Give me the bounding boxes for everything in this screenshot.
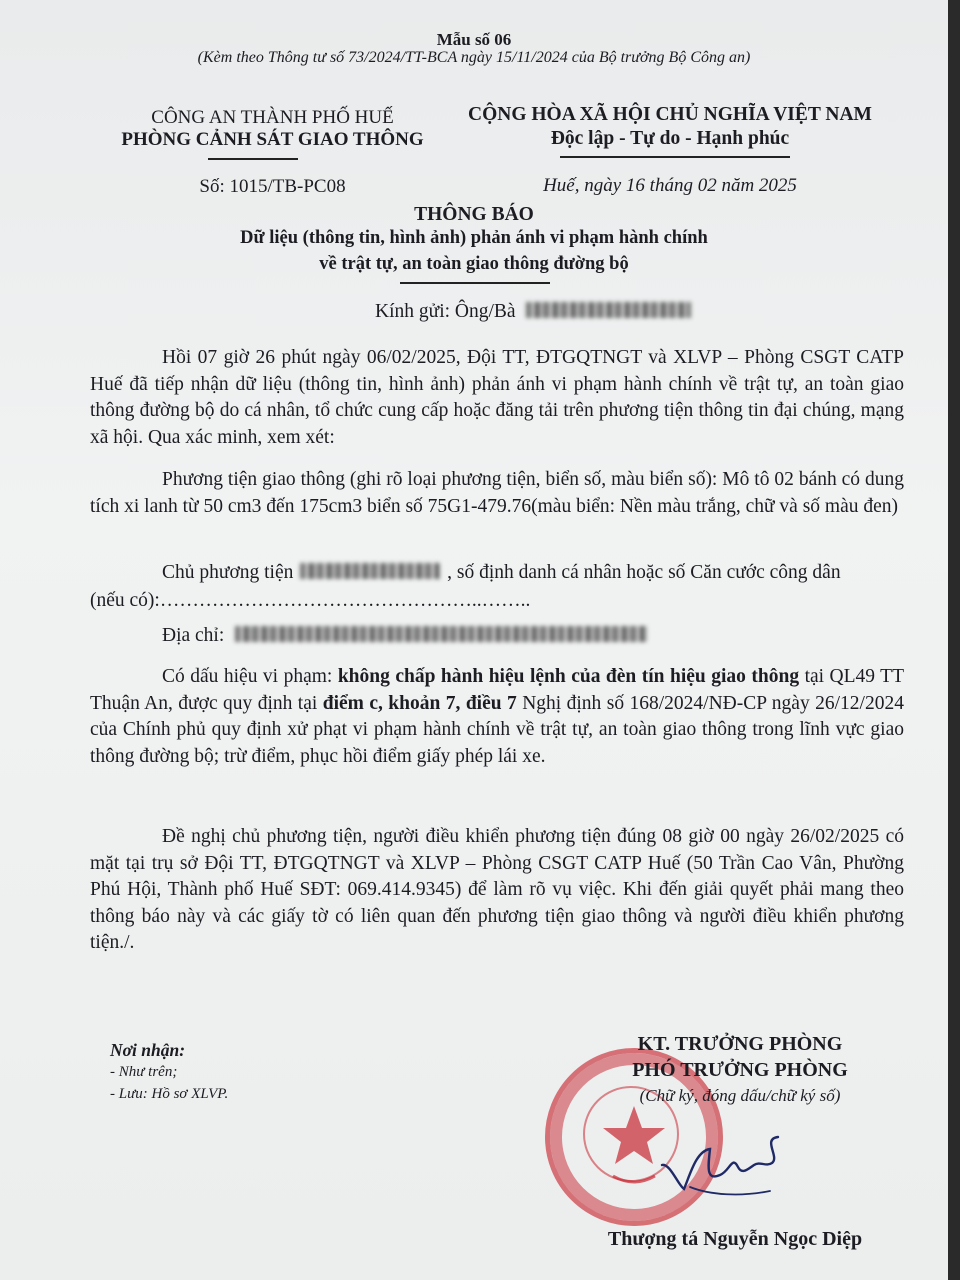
country-name: CỘNG HÒA XÃ HỘI CHỦ NGHĨA VIỆT NAM (468, 104, 872, 125)
agency-name: PHÒNG CẢNH SÁT GIAO THÔNG (121, 129, 424, 150)
redacted-owner (300, 563, 440, 579)
attached-note: (Kèm theo Thông tư số 73/2024/TT-BCA ngày 15/11/2024 của Bộ trưởng Bộ Công an) (197, 49, 751, 66)
title-underline (400, 282, 550, 284)
address-label: Địa chỉ: (162, 625, 225, 646)
owner-line (162, 562, 841, 584)
agency-parent: CÔNG AN THÀNH PHỐ HUẾ (151, 107, 394, 128)
signer-name: Thượng tá Nguyễn Ngọc Diệp (607, 1228, 863, 1250)
greeting (375, 301, 691, 323)
paragraph-violation (90, 664, 904, 770)
motto: Độc lập - Tự do - Hạnh phúc (550, 128, 790, 149)
violation-intro: Có dấu hiệu vi phạm: (162, 666, 338, 687)
form-number: Mẫu số 06 (436, 30, 512, 49)
violation-location: tại QL49 TT Thuận An, được quy định tại (90, 666, 904, 714)
title-sub1: Dữ liệu (thông tin, hình ảnh) phản ánh vi phạm hành chính (240, 228, 708, 248)
owner-id-text: , số định danh cá nhân hoặc số Căn cước công dân (447, 562, 841, 583)
place-date: Huế, ngày 16 tháng 02 năm 2025 (543, 175, 797, 196)
signature-title-2: PHÓ TRƯỞNG PHÒNG (632, 1059, 848, 1081)
redacted-name (526, 302, 691, 318)
signature-title-1: KT. TRƯỞNG PHÒNG (637, 1033, 843, 1055)
motto-underline (560, 156, 790, 158)
paragraph-request: Đề nghị chủ phương tiện, người điều khiển phương tiện đúng 08 giờ 00 ngày 26/02/2025 có mặt tại trụ sở Đội TT, ĐTGQTNGT và XLVP – Phòng CSGT CATP Huế (50 Trần Cao Vân, Phường Phú Hội, Thành phố Huế SĐT: 069.414.9345) để làm rõ vụ việc. Khi đến giải quyết phải mang theo thông báo này và các giấy tờ có liên quan đến phương tiện giao thông và người điều khiển phương tiện./. (90, 826, 904, 953)
paragraph-vehicle: Phương tiện giao thông (ghi rõ loại phương tiện, biển số, màu biển số): Mô tô 02 bánh có dung tích xi lanh từ 50 cm3 đến 175cm3 biển số 75G1-479.76(màu biển: Nền màu trắng, chữ và số màu đen) (90, 469, 904, 517)
signature-note: (Chữ ký, đóng dấu/chữ ký số) (639, 1086, 841, 1105)
recipient-item-2: - Lưu: Hồ sơ XLVP. (110, 1086, 229, 1102)
agency-underline (208, 158, 298, 160)
violation-decree: Nghị định số 168/2024/NĐ-CP ngày 26/12/2024 của Chính phủ quy định xử phạt vi phạm hành chính về trật tự, an toàn giao thông trong lĩnh vực giao thông đường bộ; trừ điểm, phục hồi điểm giấy phép lái xe. (90, 692, 904, 767)
violation-description: không chấp hành hiệu lệnh của đèn tín hiệu giao thông (337, 666, 800, 687)
document-number: Số: 1015/TB-PC08 (199, 176, 346, 197)
greeting-label: Kính gửi: Ông/Bà (375, 301, 516, 322)
recipient-item-1: - Như trên; (110, 1064, 178, 1080)
address-line (162, 625, 647, 647)
handwritten-signature (650, 1115, 800, 1205)
redacted-address (235, 626, 647, 642)
violation-article: điểm c, khoản 7, điều 7 (322, 692, 517, 714)
paragraph-receipt: Hồi 07 giờ 26 phút ngày 06/02/2025, Đội TT, ĐTGQTNGT và XLVP – Phòng CSGT CATP Huế đã tiếp nhận dữ liệu (thông tin, hình ảnh) phản ánh vi phạm hành chính về trật tự, an toàn giao thông đường bộ do cá nhân, tổ chức cung cấp hoặc đăng tải trên phương tiện thông tin đại chúng, mạng xã hội. Qua xác minh, xem xét: (90, 347, 904, 448)
owner-label: Chủ phương tiện (162, 562, 294, 583)
owner-id-line: (nếu có):…………………………………………..…….. (90, 590, 531, 611)
title-main: THÔNG BÁO (414, 204, 534, 225)
title-sub2: về trật tự, an toàn giao thông đường bộ (319, 254, 629, 274)
recipients-label: Nơi nhận: (110, 1040, 186, 1060)
